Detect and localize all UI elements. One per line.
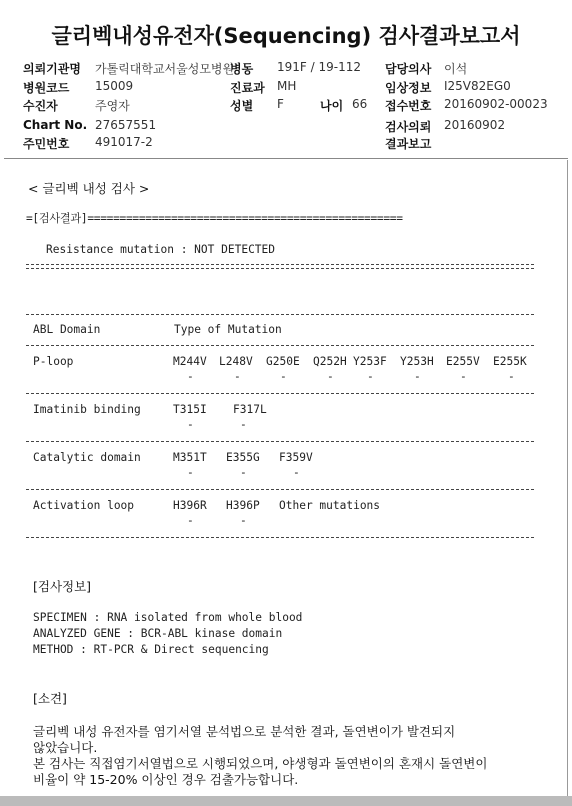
- mutation-e255k: E255K: [493, 355, 527, 368]
- mutation-m351t: M351T: [173, 451, 207, 464]
- result-mark: -: [280, 370, 287, 383]
- mutation-y253h: Y253H: [400, 355, 434, 368]
- requested-value: 20160902: [444, 118, 506, 132]
- mutation-h396r: H396R: [173, 499, 207, 512]
- dept-value: MH: [277, 79, 297, 93]
- domain-imatinib-binding: Imatinib binding: [33, 403, 141, 416]
- mutation-y253f: Y253F: [353, 355, 387, 368]
- ssn-value: 491017-2: [95, 135, 153, 149]
- mutation-l248v: L248V: [219, 355, 253, 368]
- patient-value: 주영자: [95, 99, 130, 113]
- ward-label: 병동: [230, 62, 254, 76]
- opinion-line-1: 글리벡 내성 유전자를 염기서열 분석법으로 분석한 결과, 돌연변이가 발견되지: [33, 724, 456, 739]
- domain-p-loop: P-loop: [33, 355, 74, 368]
- mutation-g250e: G250E: [266, 355, 300, 368]
- sex-label: 성별: [230, 99, 254, 113]
- result-mark: -: [187, 370, 194, 383]
- age-value: 66: [352, 97, 368, 111]
- resistance-line: Resistance mutation : NOT DETECTED: [46, 243, 276, 256]
- reported-label: 결과보고: [385, 137, 432, 151]
- chart-label: Chart No.: [23, 118, 88, 132]
- row-rule: [26, 441, 534, 442]
- result-mark: -: [367, 370, 374, 383]
- report-frame: [4, 160, 568, 804]
- clinical-label: 임상정보: [385, 81, 432, 95]
- table-bottom-rule: [26, 537, 534, 538]
- info-header: [검사정보]: [33, 579, 92, 594]
- mutation-m244v: M244V: [173, 355, 207, 368]
- institution-value: 가톨릭대학교서울성모병원: [95, 62, 235, 76]
- result-mark: -: [187, 514, 194, 527]
- double-rule: [26, 264, 534, 269]
- doctor-value: 이석: [444, 62, 468, 76]
- row-rule: [26, 489, 534, 490]
- mutation-f359v: F359V: [279, 451, 313, 464]
- result-mark: -: [187, 466, 194, 479]
- result-mark: -: [414, 370, 421, 383]
- requested-label: 검사의뢰: [385, 120, 432, 134]
- result-mark: -: [508, 370, 515, 383]
- ward-value: 191F / 19-112: [277, 60, 361, 74]
- domain-activation-loop: Activation loop: [33, 499, 135, 512]
- doctor-label: 담당의사: [385, 62, 432, 76]
- clinical-value: I25V82EG0: [444, 79, 511, 93]
- report-title: 글리벡내성유전자(Sequencing) 검사결과보고서: [51, 24, 521, 48]
- dept-label: 진료과: [230, 81, 265, 95]
- mutation-e255v: E255V: [446, 355, 480, 368]
- mutation-f317l: F317L: [233, 403, 267, 416]
- bottom-scroll-edge: [0, 796, 572, 806]
- age-label: 나이: [320, 99, 344, 113]
- result-header: =[검사결과]=================================================: [26, 212, 403, 225]
- result-mark: -: [187, 418, 194, 431]
- table-header-rule: [26, 345, 534, 346]
- hospcode-label: 병원코드: [23, 81, 70, 95]
- mutation-other: Other mutations: [279, 499, 381, 512]
- header-divider: [4, 158, 568, 159]
- row-rule: [26, 393, 534, 394]
- col-abl-domain: ABL Domain: [33, 323, 101, 336]
- method-line: METHOD : RT-PCR & Direct sequencing: [33, 643, 269, 656]
- result-mark: -: [293, 466, 300, 479]
- domain-catalytic: Catalytic domain: [33, 451, 141, 464]
- result-mark: -: [240, 466, 247, 479]
- hospcode-value: 15009: [95, 79, 134, 93]
- result-mark: -: [240, 514, 247, 527]
- opinion-line-4: 비율이 약 15-20% 이상인 경우 검출가능합니다.: [33, 772, 299, 787]
- opinion-line-3: 본 검사는 직접염기서열법으로 시행되었으며, 야생형과 돌연변이의 혼재시 돌연변이: [33, 756, 488, 771]
- table-top-rule: [26, 314, 534, 315]
- result-mark: -: [240, 418, 247, 431]
- result-mark: -: [234, 370, 241, 383]
- ssn-label: 주민번호: [23, 137, 70, 151]
- receipt-label: 접수번호: [385, 99, 432, 113]
- mutation-e355g: E355G: [226, 451, 260, 464]
- chart-value: 27657551: [95, 118, 157, 132]
- mutation-t315i: T315I: [173, 403, 207, 416]
- opinion-line-2: 않았습니다.: [33, 740, 98, 755]
- opinion-header: [소견]: [33, 691, 67, 706]
- mutation-h396p: H396P: [226, 499, 260, 512]
- institution-label: 의뢰기관명: [23, 62, 81, 76]
- section-title: < 글리벡 내성 검사 >: [28, 181, 150, 196]
- sex-value: F: [277, 97, 284, 111]
- mutation-q252h: Q252H: [313, 355, 347, 368]
- gene-line: ANALYZED GENE : BCR-ABL kinase domain: [33, 627, 283, 640]
- specimen-line: SPECIMEN : RNA isolated from whole blood: [33, 611, 303, 624]
- patient-label: 수진자: [23, 99, 58, 113]
- result-mark: -: [460, 370, 467, 383]
- col-type-of-mutation: Type of Mutation: [174, 323, 282, 336]
- result-mark: -: [327, 370, 334, 383]
- receipt-value: 20160902-00023: [444, 97, 548, 111]
- patient-header: [0, 56, 572, 156]
